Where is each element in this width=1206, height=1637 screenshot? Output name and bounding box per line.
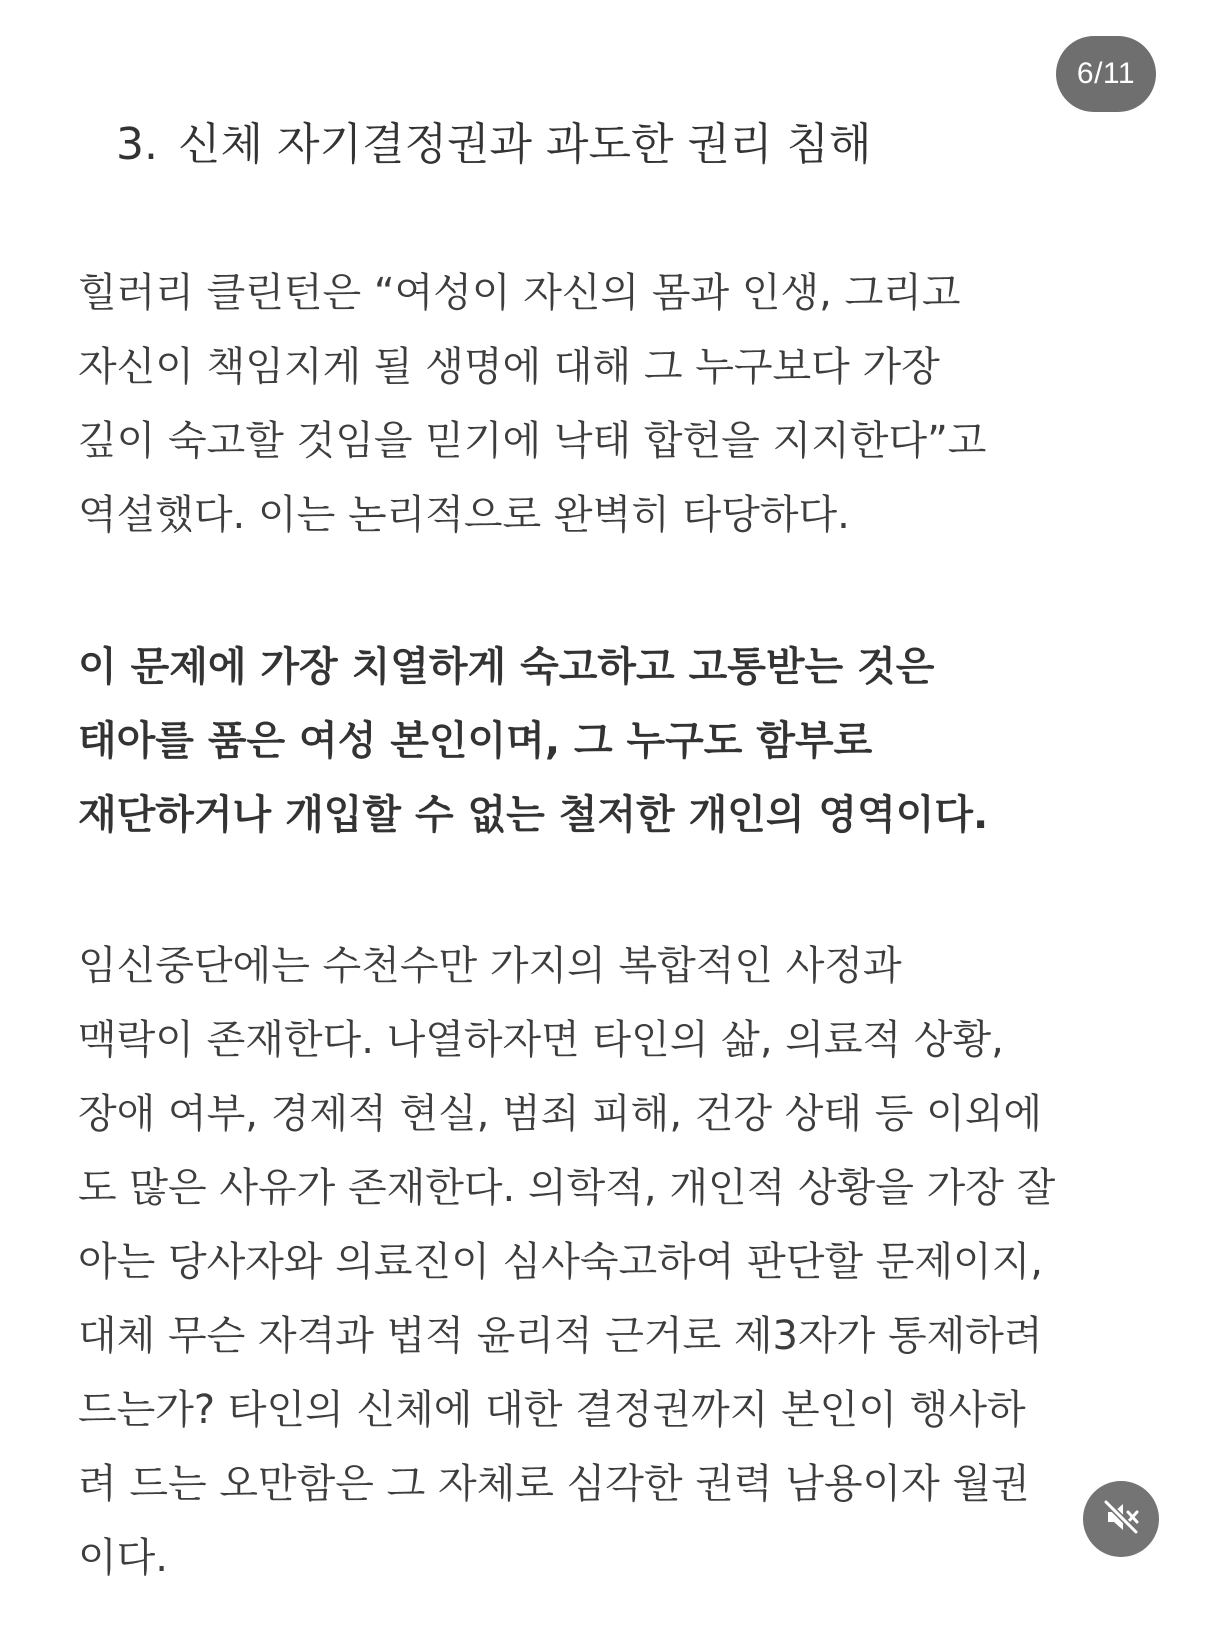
- paragraph-line: 맥락이 존재한다. 나열하자면 타인의 삶, 의료적 상황,: [78, 1017, 1004, 1063]
- paragraph-line: 드는가? 타인의 신체에 대한 결정권까지 본인이 행사하: [78, 1387, 1026, 1433]
- paragraph-line: 힐러리 클린턴은 “여성이 자신의 몸과 인생, 그리고: [78, 270, 961, 316]
- paragraph-line: 깊이 숙고할 것임을 믿기에 낙태 합헌을 지지한다”고: [78, 418, 987, 464]
- paragraph-clinton-quote: [78, 256, 1138, 552]
- paragraph-line: 도 많은 사유가 존재한다. 의학적, 개인적 상황을 가장 잘: [78, 1165, 1056, 1211]
- paragraph-line: 이 문제에 가장 치열하게 숙고하고 고통받는 것은: [78, 644, 935, 690]
- section-heading: [116, 112, 872, 178]
- paragraph-line: 재단하거나 개입할 수 없는 철저한 개인의 영역이다.: [78, 792, 989, 838]
- paragraph-line: 아는 당사자와 의료진이 심사숙고하여 판단할 문제이지,: [78, 1239, 1044, 1285]
- paragraph-line: 역설했다. 이는 논리적으로 완벽히 타당하다.: [78, 492, 850, 538]
- paragraph-line: 임신중단에는 수천수만 가지의 복합적인 사정과: [78, 943, 902, 989]
- paragraph-line: 태아를 품은 여성 본인이며, 그 누구도 함부로: [78, 718, 873, 764]
- paragraph-line: 자신이 책임지게 될 생명에 대해 그 누구보다 가장: [78, 344, 940, 390]
- paragraph-line: 려 드는 오만함은 그 자체로 심각한 권력 남용이자 월권: [78, 1461, 1030, 1507]
- paragraph-line: 장애 여부, 경제적 현실, 범죄 피해, 건강 상태 등 이외에: [78, 1091, 1043, 1137]
- mute-toggle-button[interactable]: [1083, 1481, 1159, 1557]
- paragraph-line: 이다.: [78, 1535, 168, 1581]
- section-number: 3.: [116, 119, 158, 170]
- paragraph-emphasis: [78, 630, 1138, 852]
- section-title: 신체 자기결정권과 과도한 권리 침해: [177, 119, 872, 170]
- speaker-muted-icon: [1101, 1497, 1141, 1541]
- paragraph-circumstances: [78, 929, 1138, 1595]
- page-counter-badge: 6/11: [1056, 36, 1156, 112]
- paragraph-line: 대체 무슨 자격과 법적 윤리적 근거로 제3자가 통제하려: [78, 1313, 1043, 1359]
